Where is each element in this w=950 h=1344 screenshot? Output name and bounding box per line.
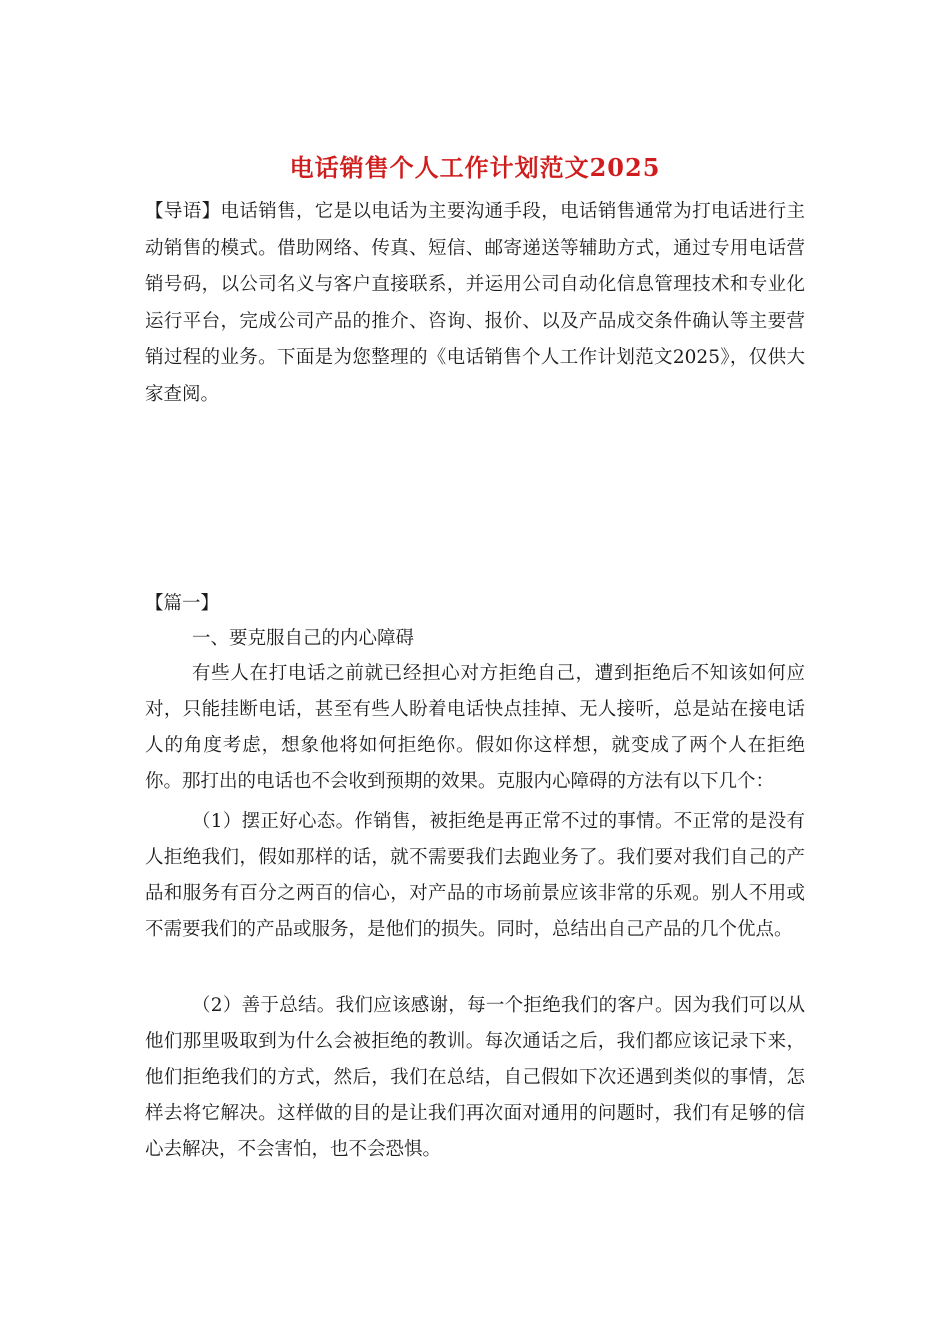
section-marker: 【篇一】 — [145, 593, 220, 614]
section-heading: 一、要克服自己的内心障碍 — [192, 628, 415, 649]
body-paragraph: 有些人在打电话之前就已经担心对方拒绝自己，遭到拒绝后不知该如何应对，只能挂断电话，甚至有些人盼着电话快点挂掉、无人接听，总是站在接电话人的角度考虑，想象他将如何拒绝你。假如你这样想，就变成了两个人在拒绝你。那打出的电话也不会收到预期的效果。克服内心障碍的方法有以下几个： — [145, 663, 805, 792]
intro-paragraph: 【导语】电话销售，它是以电话为主要沟通手段，电话销售通常为打电话进行主动销售的模式。借助网络、传真、短信、邮寄递送等辅助方式，通过专用电话营销号码，以公司名义与客户直接联系，并运用公司自动化信息管理技术和专业化运行平台，完成公司产品的推介、咨询、报价、以及产品成交条件确认等主要营销过程的业务。下面是为您整理的《电话销售个人工作计划范文2025》，仅供大家查阅。 — [145, 201, 805, 405]
document-title: 电话销售个人工作计划范文2025 — [289, 153, 661, 182]
body-paragraph: （1）摆正好心态。作销售，被拒绝是再正常不过的事情。不正常的是没有人拒绝我们，假如那样的话，就不需要我们去跑业务了。我们要对我们自己的产品和服务有百分之两百的信心，对产品的市场前景应该非常的乐观。别人不用或不需要我们的产品或服务，是他们的损失。同时，总结出自己产品的几个优点。 — [145, 811, 805, 940]
body-paragraph: （2）善于总结。我们应该感谢，每一个拒绝我们的客户。因为我们可以从他们那里吸取到为什么会被拒绝的教训。每次通话之后，我们都应该记录下来，他们拒绝我们的方式，然后，我们在总结，自己假如下次还遇到类似的事情，怎样去将它解决。这样做的目的是让我们再次面对通用的问题时，我们有足够的信心去解决，不会害怕，也不会恐惧。 — [145, 995, 805, 1160]
